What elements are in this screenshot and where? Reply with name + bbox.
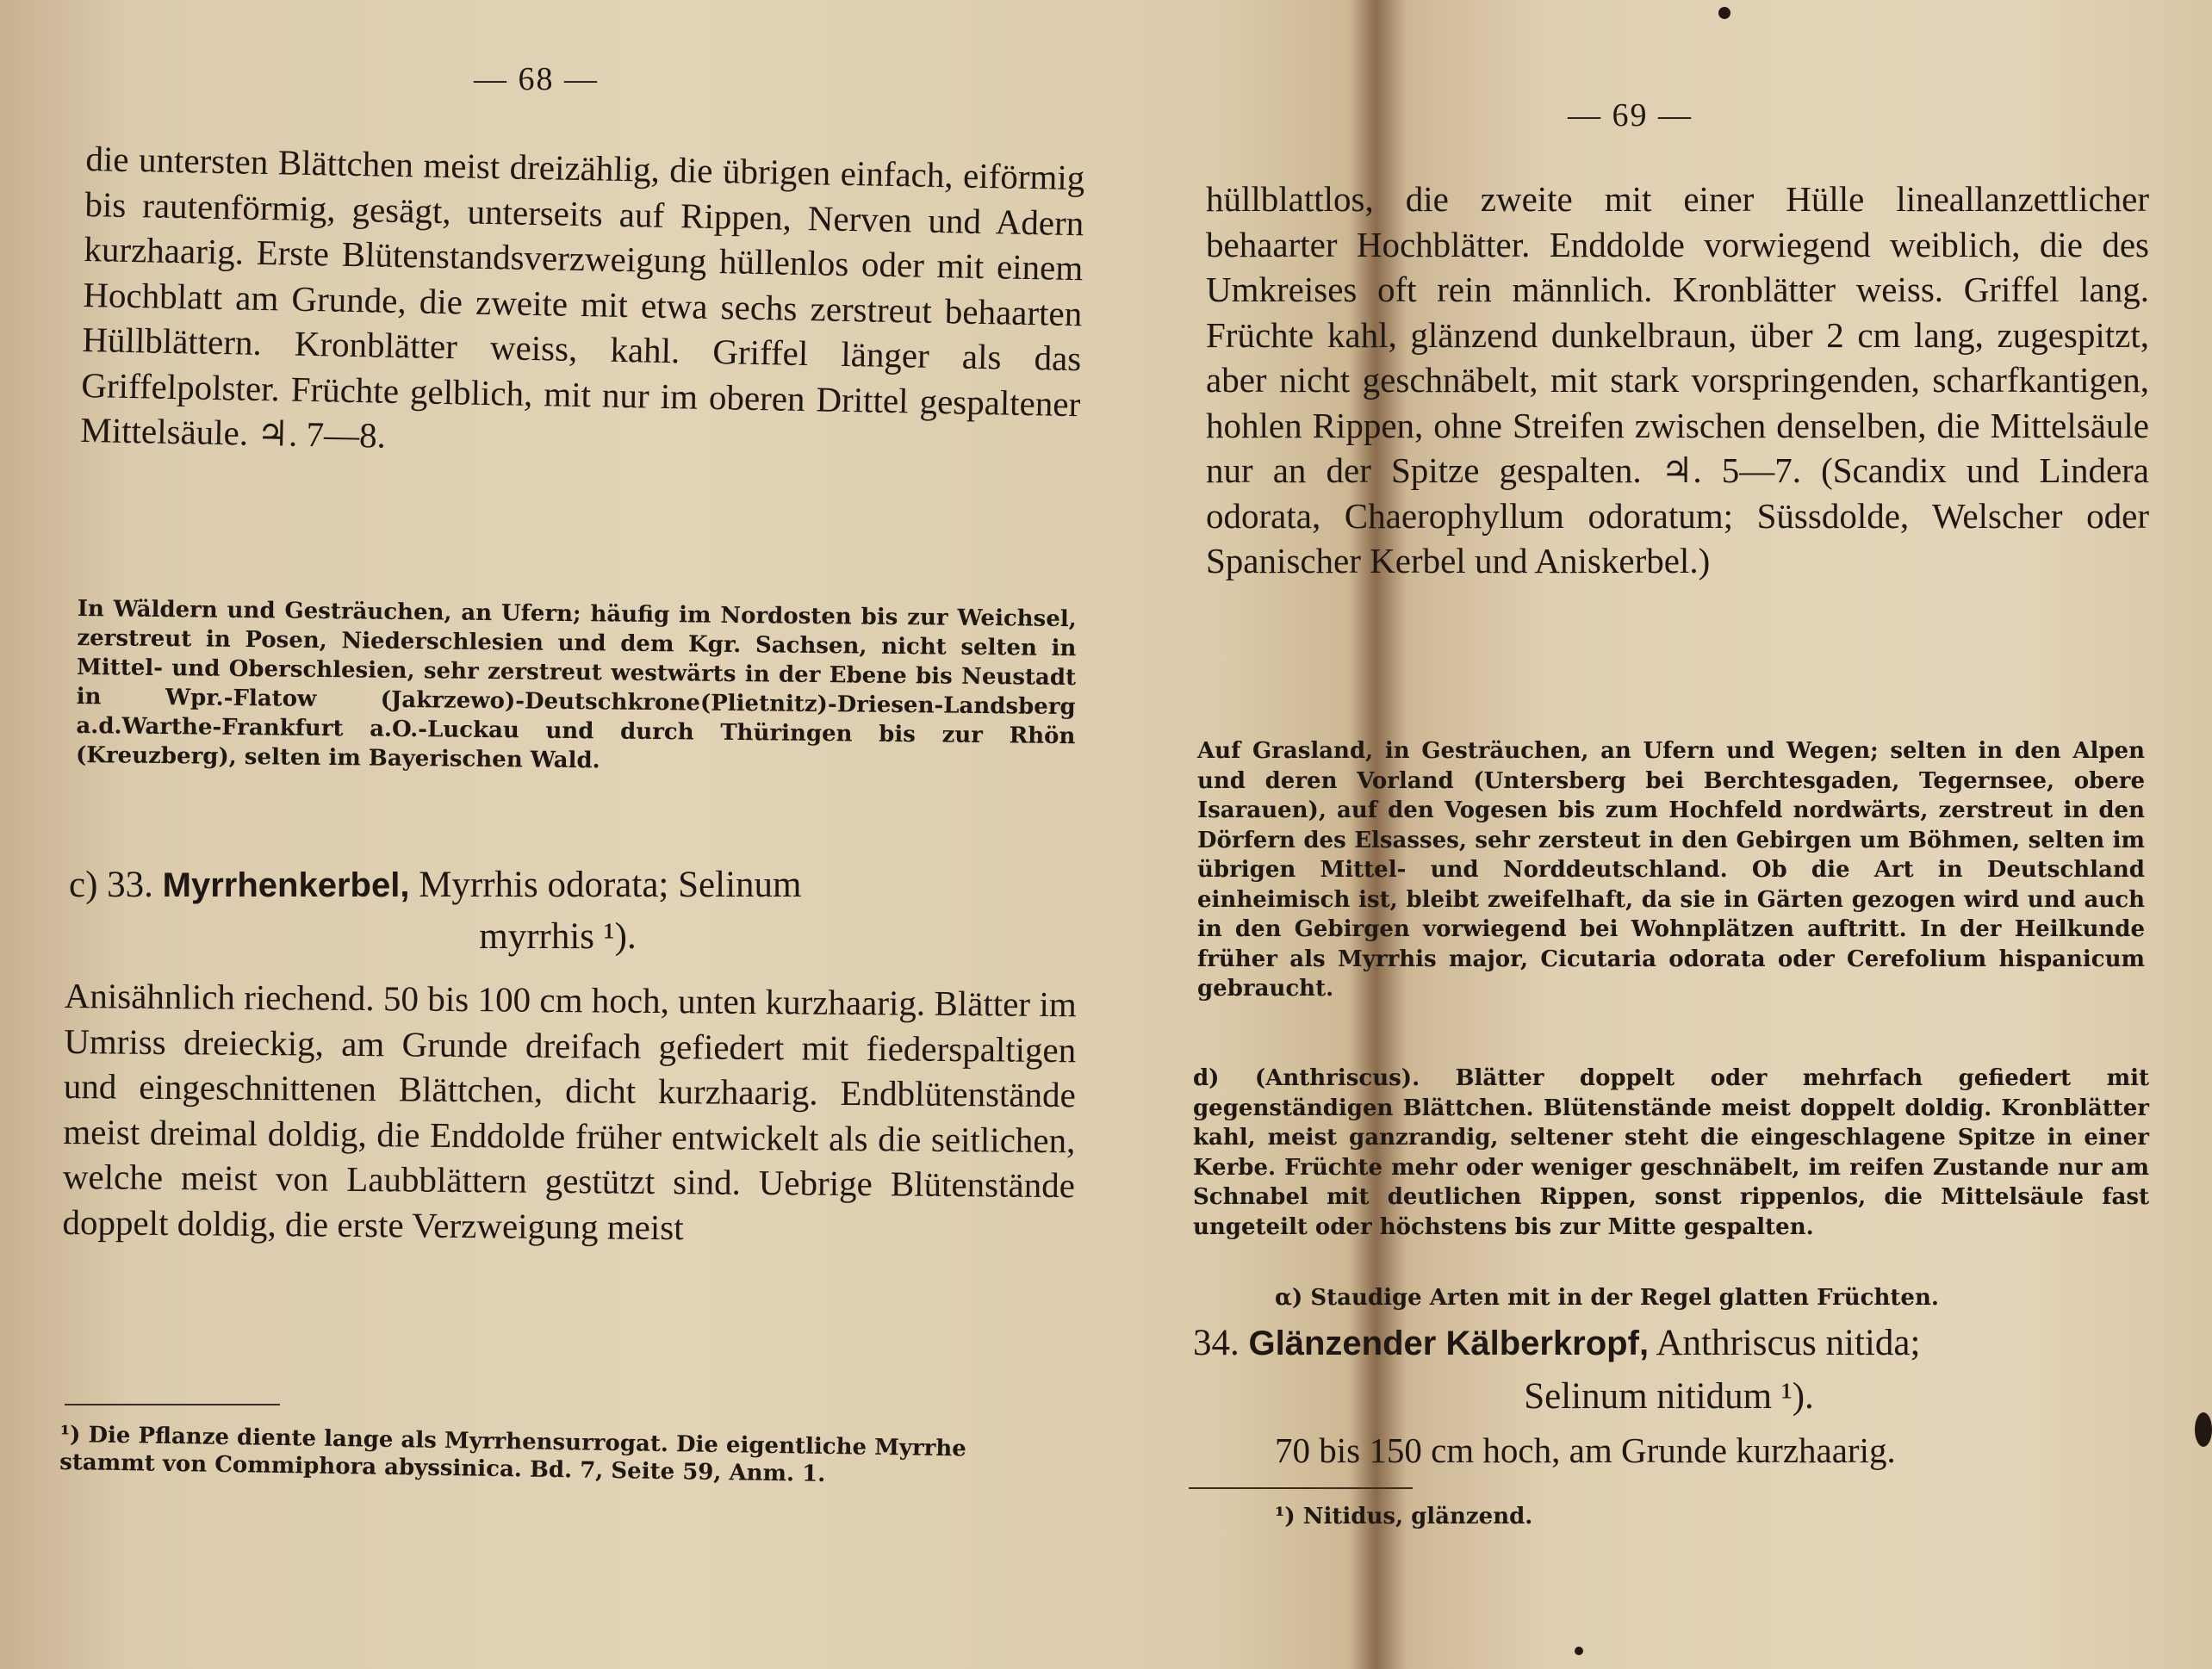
footnote-divider <box>65 1404 280 1405</box>
right-page <box>1189 0 2179 1669</box>
species-heading-cont: myrrhis ¹). <box>479 916 637 957</box>
ink-spot <box>1575 1647 1583 1655</box>
page-number: — 69 — <box>1568 97 1693 133</box>
species-number: 34. <box>1193 1323 1240 1363</box>
ink-spot <box>2195 1412 2212 1447</box>
species-number: c) 33. <box>69 865 153 905</box>
section-description: d) (Anthriscus). Blätter doppelt oder mehrfach gefiedert mit gegenständigen Blättchen. Blütenstände meist doppelt doldig. Kronblätter kahl, meist ganzrandig, seltener steht die eingeschlagene Spitze in einer Kerbe. Früchte mehr oder weniger geschnäbelt, im reifen Zustande nur am Schnabel mit deutlichen Rippen, sonst rippenlos, die Mittelsäule fast ungeteilt oder höchstens bis zur Mitte gespalten. <box>1193 1065 2149 1240</box>
species-latin-name: Myrrhis odorata; Selinum <box>419 865 802 905</box>
species-heading <box>69 861 1081 909</box>
subsection-line: α) Staudige Arten mit in der Regel glatten Früchten. <box>1275 1285 1939 1311</box>
species-latin-name: Anthriscus nitida; <box>1656 1323 1921 1363</box>
species-heading-cont: Selinum nitidum ¹). <box>1524 1376 1814 1417</box>
left-page <box>52 0 1085 1669</box>
page-number: — 68 — <box>474 61 599 97</box>
species-heading <box>1193 1319 2149 1368</box>
species-common-name: Glänzender Kälberkropf, <box>1248 1325 1650 1362</box>
footnote: ¹) Die Pflanze diente lange als Myrrhensurrogat. Die eigentliche Myrrhe stammt von Commiphora abyssinica. Bd. 7, Seite 59, Anm. 1. <box>59 1421 967 1487</box>
ink-spot <box>1718 7 1730 19</box>
body-paragraph: die untersten Blättchen meist dreizählig, die übrigen einfach, eiförmig bis rautenförmig, gesägt, unterseits auf Rippen, Nerven und Adern kurzhaarig. Erste Blütenstandsverzweigung hüllenlos oder mit einem Hochblatt am Grunde, die zweite mit etwa sechs zerstreut behaarten Hüllblättern. Kronblätter weiss, kahl. Griffel länger als das Griffelpolster. Früchte gelblich, mit nur im oberen Drittel gespaltener Mittelsäule. ♃. 7—8. <box>80 138 1085 456</box>
footnote: ¹) Nitidus, glänzend. <box>1275 1504 1533 1529</box>
footnote-divider <box>1189 1487 1413 1489</box>
habitat-note: In Wäldern und Gesträuchen, an Ufern; häufig im Nordosten bis zur Weichsel, zerstreut in Posen, Niederschlesien und dem Kgr. Sachsen, nicht selten in Mittel- und Oberschlesien, sehr zerstreut westwärts in der Ebene bis Neustadt in Wpr.-Flatow (Jakrzewo)-Deutschkrone(Plietnitz)-Driesen-Landsberg a.d.Warthe-Frankfurt a.O.-Luckau und durch Thüringen bis zur Rhön (Kreuzberg), selten im Bayerischen Wald. <box>75 595 1077 774</box>
species-common-name: Myrrhenkerbel, <box>162 866 410 904</box>
body-paragraph: Anisähnlich riechend. 50 bis 100 cm hoch, unten kurzhaarig. Blätter im Umriss dreieckig, am Grunde dreifach gefiedert mit fiederspaltigen und eingeschnittenen Blättchen, dicht kurzhaarig. Endblütenstände meist dreimal doldig, die Enddolde früher entwickelt als die seitlichen, welche meist von Laubblättern gestützt sind. Uebrige Blütenstände doppelt doldig, die erste Verzweigung meist <box>62 975 1077 1247</box>
body-paragraph: hüllblattlos, die zweite mit einer Hülle lineallanzettlicher behaarter Hochblätter. Enddolde vorwiegend weiblich, die des Umkreises oft rein männlich. Kronblätter weiss. Griffel lang. Früchte kahl, glänzend dunkelbraun, über 2 cm lang, zugespitzt, aber nicht geschnäbelt, mit stark vorspringenden, scharfkantigen, hohlen Rippen, ohne Streifen zwischen denselben, die Mittelsäule nur an der Spitze gespalten. ♃. 5—7. (Scandix und Lindera odorata, Chaerophyllum odoratum; Süssdolde, Welscher oder Spanischer Kerbel und Aniskerbel.) <box>1206 179 2149 580</box>
habitat-note: Auf Grasland, in Gesträuchen, an Ufern und Wegen; selten in den Alpen und deren Vorland (Untersberg bei Berchtesgaden, Tegernsee, obere Isarauen), auf den Vogesen bis zum Hochfeld nordwärts, zerstreut in den Dörfern des Elsasses, sehr zersteut in den Gebirgen um Böhmen, selten im übrigen Mittel- und Norddeutschland. Ob die Art in Deutschland einheimisch ist, bleibt zweifelhaft, da sie in Gärten gezogen wird und auch in den Gebirgen vorwiegend bei Wohnplätzen auftritt. In der Heilkunde früher als Myrrhis major, Cicutaria odorata oder Cerefolium hispanicum gebraucht. <box>1197 738 2145 1002</box>
body-paragraph: 70 bis 150 cm hoch, am Grunde kurzhaarig. <box>1275 1430 1896 1470</box>
